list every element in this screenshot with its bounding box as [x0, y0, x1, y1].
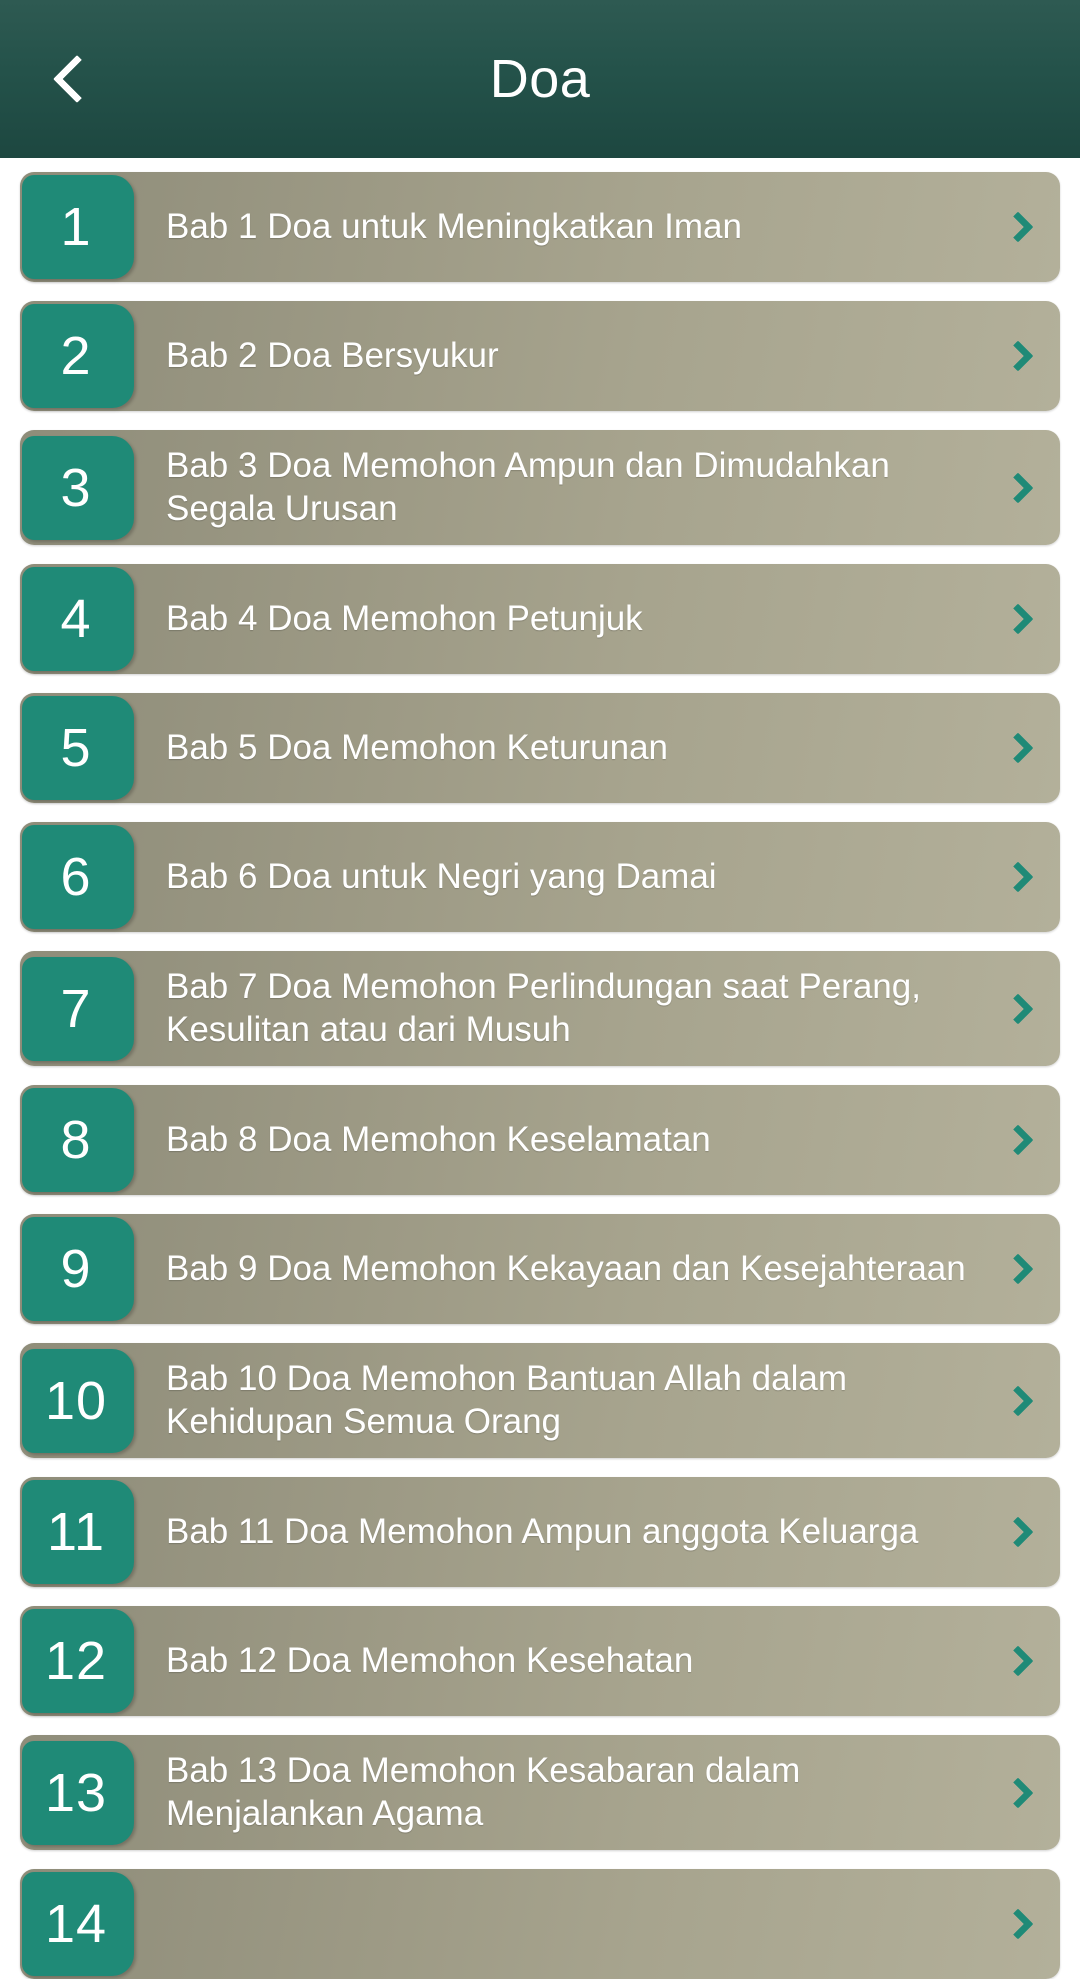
- chapter-number: 2: [60, 326, 92, 386]
- chapter-number: 11: [46, 1502, 106, 1562]
- chapter-number-badge: [20, 1869, 152, 1979]
- chapter-title: Bab 2 Doa Bersyukur: [166, 335, 499, 375]
- chapter-number-badge: [20, 822, 152, 932]
- chapter-number-badge: [20, 1477, 152, 1587]
- list-item[interactable]: [20, 1735, 1060, 1850]
- chapter-number-badge: [20, 951, 152, 1066]
- chevron-right-icon[interactable]: [982, 216, 1060, 238]
- list-item[interactable]: [20, 172, 1060, 282]
- chevron-right-icon[interactable]: [982, 1390, 1060, 1412]
- chapter-number: 4: [60, 589, 92, 649]
- chapter-title: Bab 4 Doa Memohon Petunjuk: [166, 598, 643, 638]
- chapter-number-badge: [20, 564, 152, 674]
- chapter-number: 13: [44, 1762, 108, 1823]
- chapter-title: Bab 11 Doa Memohon Ampun anggota Keluarga: [166, 1511, 919, 1551]
- chapter-number: 14: [44, 1894, 108, 1954]
- chapter-number-badge: [20, 301, 152, 411]
- chapter-number-badge: [20, 172, 152, 282]
- list-item[interactable]: [20, 301, 1060, 411]
- chapter-number: 9: [60, 1239, 92, 1299]
- chapter-number: 3: [60, 457, 92, 518]
- chapter-number-badge: [20, 430, 152, 545]
- chevron-right-icon[interactable]: [982, 998, 1060, 1020]
- chevron-right-icon[interactable]: [982, 1913, 1060, 1935]
- chapter-number-badge: [20, 1343, 152, 1458]
- list-item[interactable]: [20, 1869, 1060, 1979]
- chevron-right-icon[interactable]: [982, 1129, 1060, 1151]
- list-item[interactable]: [20, 430, 1060, 545]
- chapter-number-badge: [20, 1214, 152, 1324]
- chevron-right-icon[interactable]: [982, 866, 1060, 888]
- chapter-number: 1: [60, 197, 92, 257]
- page-title: Doa: [489, 49, 591, 109]
- list-item[interactable]: [20, 1214, 1060, 1324]
- chapter-number: 10: [44, 1370, 108, 1431]
- chapter-number-badge: [20, 693, 152, 803]
- chevron-left-icon: [53, 55, 101, 103]
- list-item[interactable]: [20, 564, 1060, 674]
- chevron-right-icon[interactable]: [982, 1650, 1060, 1672]
- chapter-title: Bab 6 Doa untuk Negri yang Damai: [166, 856, 717, 896]
- chapter-number-badge: [20, 1606, 152, 1716]
- chapter-title: Bab 13 Doa Memohon Kesabaran dalam Menjalankan Agama: [166, 1750, 801, 1833]
- chevron-right-icon[interactable]: [982, 477, 1060, 499]
- chapter-number: 8: [60, 1110, 92, 1170]
- chapter-list: [0, 158, 1080, 1979]
- chapter-title: Bab 3 Doa Memohon Ampun dan Dimudahkan Segala Urusan: [166, 445, 890, 528]
- list-item[interactable]: [20, 1343, 1060, 1458]
- app-header: [0, 0, 1080, 158]
- chapter-number: 7: [60, 978, 92, 1039]
- chapter-title: Bab 7 Doa Memohon Perlindungan saat Perang, Kesulitan atau dari Musuh: [166, 966, 921, 1049]
- chevron-right-icon[interactable]: [982, 345, 1060, 367]
- chapter-title: Bab 9 Doa Memohon Kekayaan dan Kesejahteraan: [166, 1248, 966, 1288]
- chapter-number: 12: [44, 1631, 108, 1691]
- chapter-number: 6: [60, 847, 92, 907]
- chevron-right-icon[interactable]: [982, 608, 1060, 630]
- list-item[interactable]: [20, 1606, 1060, 1716]
- chapter-title: Bab 5 Doa Memohon Keturunan: [166, 727, 668, 767]
- back-button[interactable]: [24, 31, 120, 127]
- chapter-title: Bab 8 Doa Memohon Keselamatan: [166, 1119, 711, 1159]
- list-item[interactable]: [20, 951, 1060, 1066]
- chevron-right-icon[interactable]: [982, 737, 1060, 759]
- list-item[interactable]: [20, 1477, 1060, 1587]
- chapter-title: Bab 12 Doa Memohon Kesehatan: [166, 1640, 694, 1680]
- chapter-title: Bab 1 Doa untuk Meningkatkan Iman: [166, 206, 742, 246]
- chevron-right-icon[interactable]: [982, 1782, 1060, 1804]
- chevron-right-icon[interactable]: [982, 1258, 1060, 1280]
- chapter-number-badge: [20, 1735, 152, 1850]
- list-item[interactable]: [20, 693, 1060, 803]
- chapter-number-badge: [20, 1085, 152, 1195]
- chapter-title: Bab 10 Doa Memohon Bantuan Allah dalam Kehidupan Semua Orang: [166, 1358, 848, 1441]
- chevron-right-icon[interactable]: [982, 1521, 1060, 1543]
- list-item[interactable]: [20, 822, 1060, 932]
- chapter-number: 5: [60, 718, 92, 778]
- list-item[interactable]: [20, 1085, 1060, 1195]
